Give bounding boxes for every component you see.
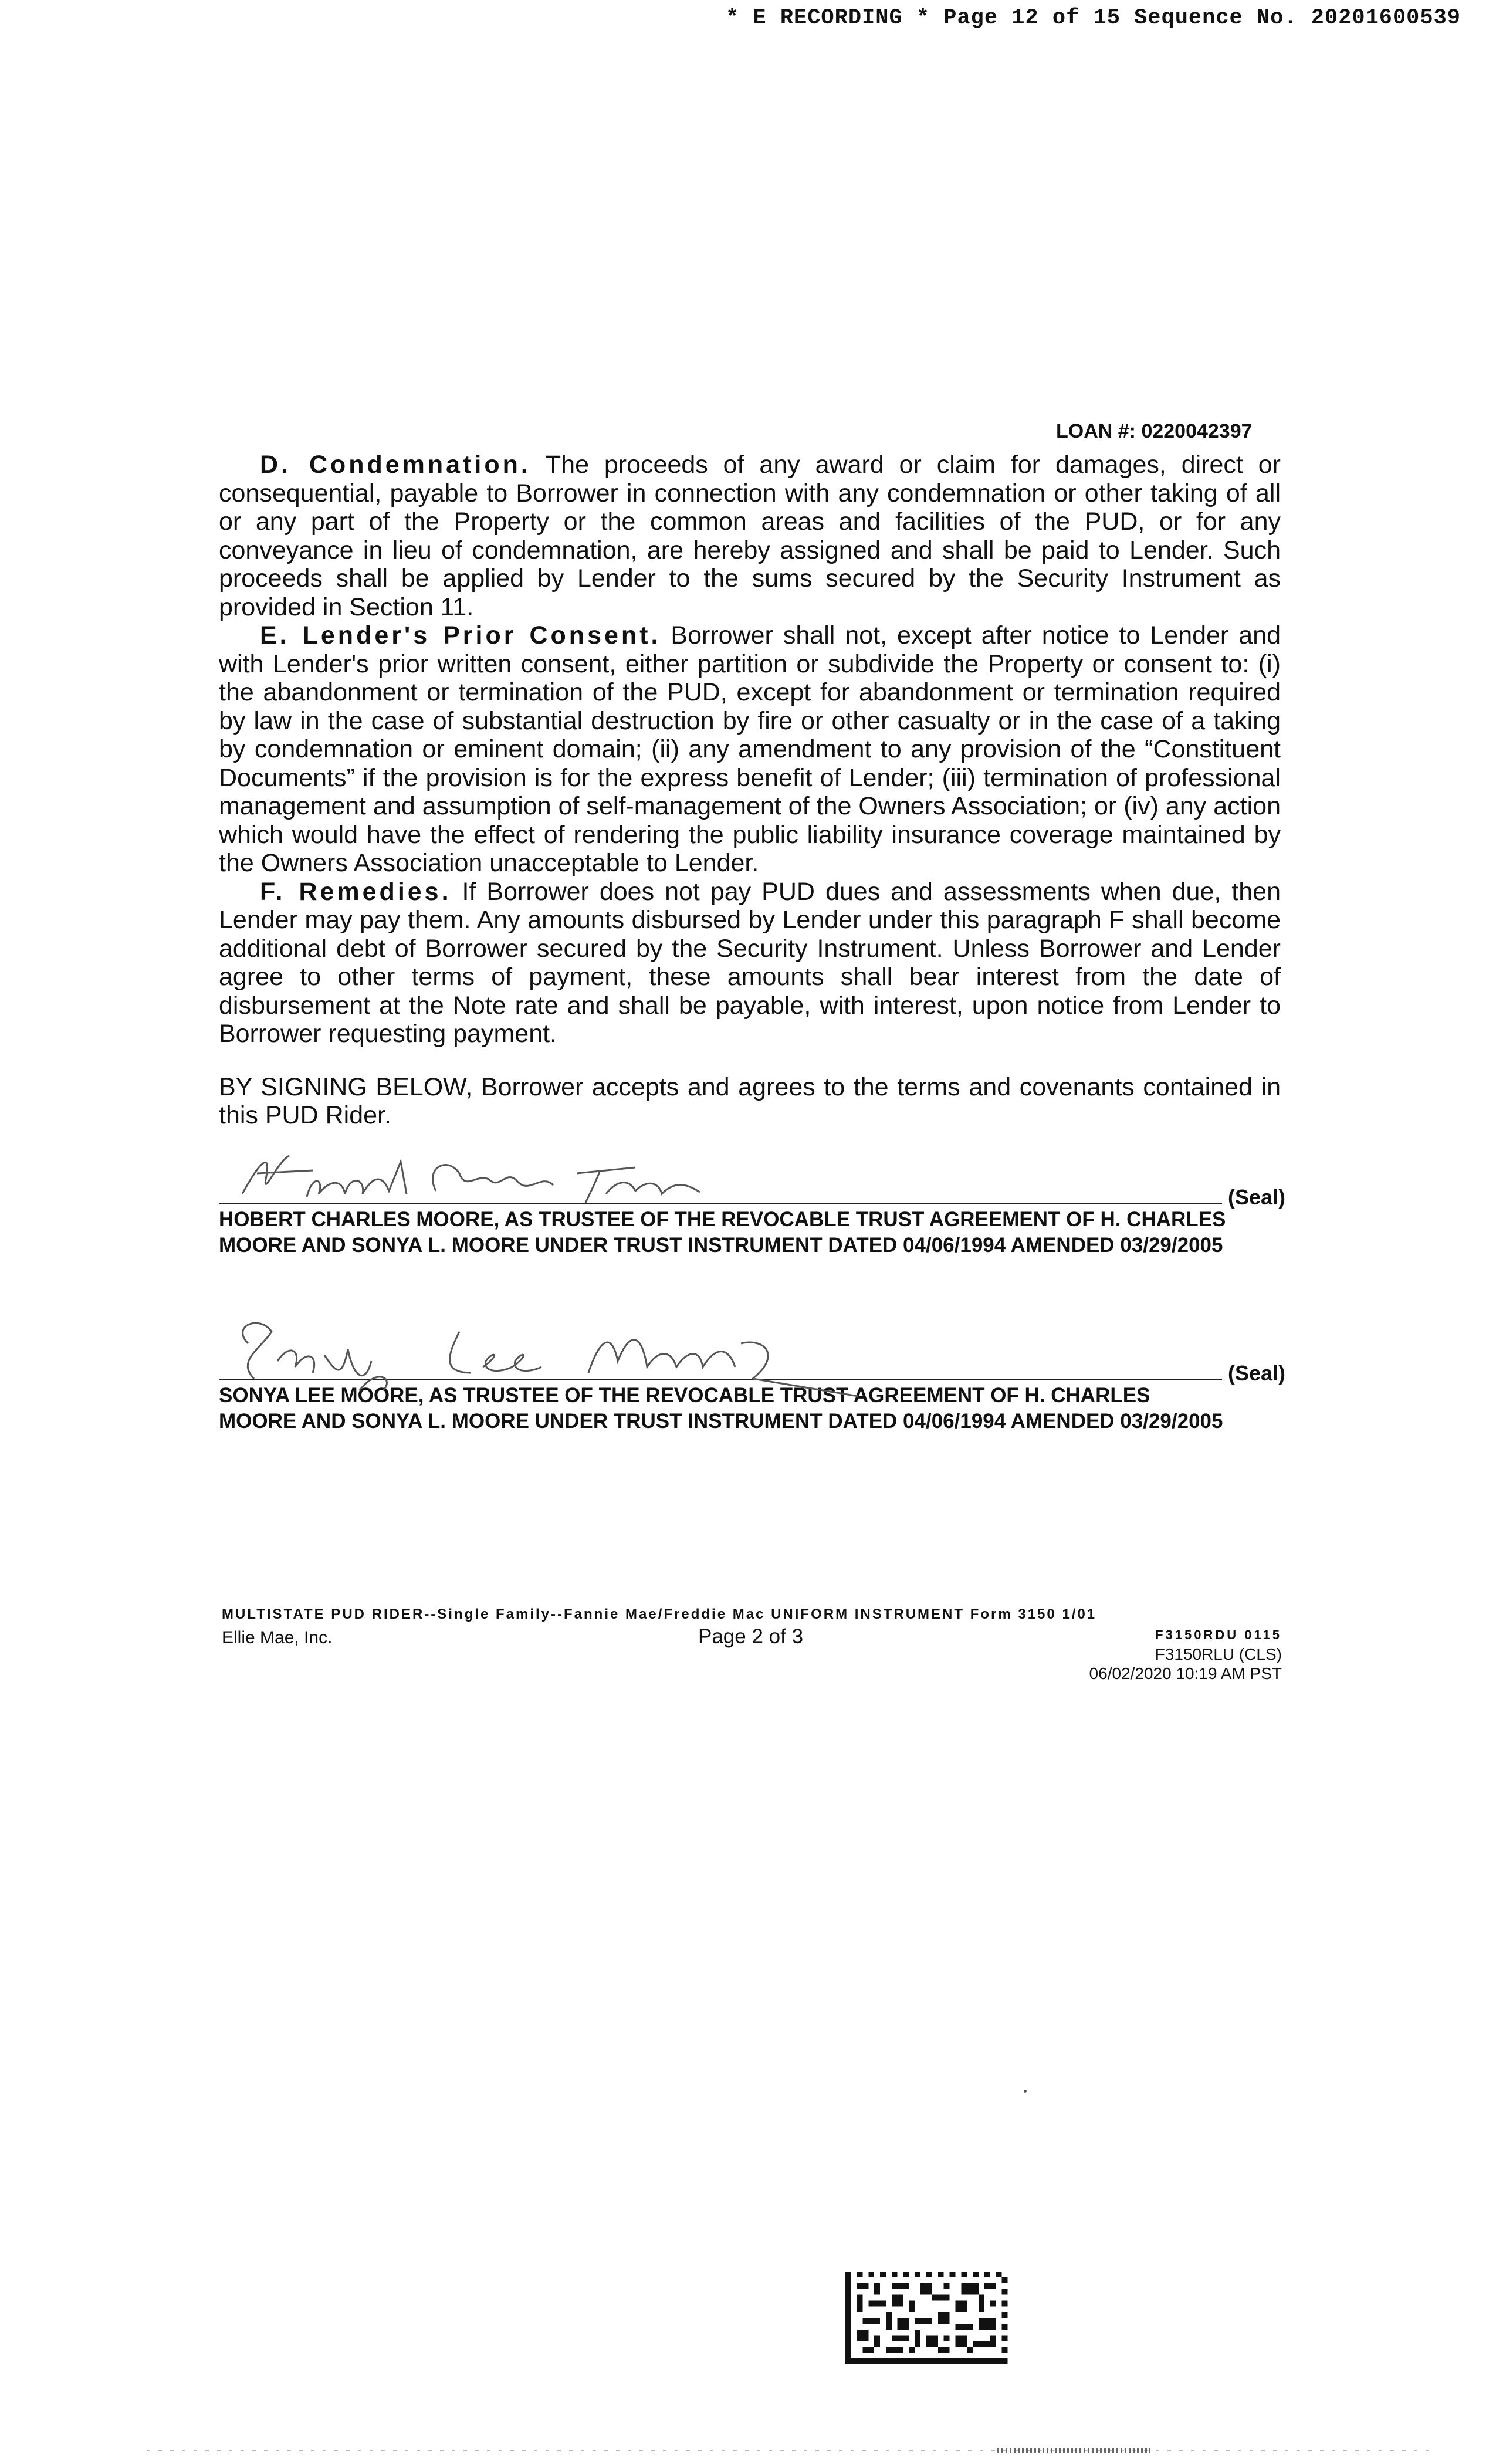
signature-block-sonya	[219, 1314, 1292, 1434]
section-f	[219, 878, 1281, 1048]
scan-speck	[1024, 2090, 1027, 2093]
seal-label: (Seal)	[1228, 1185, 1286, 1209]
company-name: Ellie Mae, Inc.	[222, 1628, 333, 1647]
signature-line	[219, 1138, 1286, 1209]
signing-statement: BY SIGNING BELOW, Borrower accepts and agrees to the terms and covenants contained in this PUD Rider.	[219, 1072, 1281, 1129]
signer-name: SONYA LEE MOORE, AS TRUSTEE OF THE REVOCABLE TRUST AGREEMENT OF H. CHARLES MOORE AND SONYA L. MOORE UNDER TRUST INSTRUMENT DATED 04/06/1994 AMENDED 03/29/2005	[219, 1384, 1223, 1433]
scan-edge-noise	[0, 2446, 1496, 2455]
barcode-icon	[844, 2272, 1009, 2364]
section-f-heading: F. Remedies.	[260, 877, 452, 906]
signature-block-hobert	[219, 1138, 1292, 1258]
form-title: MULTISTATE PUD RIDER--Single Family--Fannie Mae/Freddie Mac UNIFORM INSTRUMENT Form 3150 1/01	[222, 1606, 1097, 1622]
section-d	[219, 451, 1281, 621]
form-codes	[1089, 1625, 1282, 1683]
section-e-heading: E. Lender's Prior Consent.	[260, 621, 661, 649]
handwritten-signature-sonya	[225, 1308, 870, 1402]
section-f-text: If Borrower does not pay PUD dues and assessments when due, then Lender may pay them. Any amounts disbursed by Lender under this paragraph F shall become additional debt of Borrower secured by the Security Instrument. Unless Borrower and Lender agree to other terms of payment, these amounts shall bear interest from the date of disbursement at the Note rate and shall be payable, with interest, upon notice from Lender to Borrower requesting payment.	[219, 877, 1281, 1048]
loan-number: LOAN #: 0220042397	[1056, 420, 1253, 442]
section-e-text: Borrower shall not, except after notice to Lender and with Lender's prior written consent, either partition or subdivide the Property or consent to: (i) the abandonment or termination of the PUD, except for abandonment or termination required by law in the case of substantial destruction by fire or other casualty or in the case of a taking by condemnation or eminent domain; (ii) any amendment to any provision of the “Constituent Documents” if the provision is for the express benefit of Lender; (iii) termination of professional management and assumption of self-management of the Owners Association; or (iv) any action which would have the effect of rendering the public liability insurance coverage maintained by the Owners Association unacceptable to Lender.	[219, 621, 1281, 877]
rider-body	[219, 451, 1281, 1130]
handwritten-signature-hobert	[225, 1138, 753, 1220]
signer-name: HOBERT CHARLES MOORE, AS TRUSTEE OF THE REVOCABLE TRUST AGREEMENT OF H. CHARLES MOORE AND SONYA L. MOORE UNDER TRUST INSTRUMENT DATED 04/06/1994 AMENDED 03/29/2005	[219, 1208, 1226, 1257]
recording-header: * E RECORDING * Page 12 of 15 Sequence No. 20201600539	[726, 6, 1461, 31]
print-timestamp: 06/02/2020 10:19 AM PST	[1089, 1664, 1282, 1683]
section-d-text: The proceeds of any award or claim for damages, direct or consequential, payable to Borrower in connection with any condemnation or other taking of all or any part of the Property or the common areas and facilities of the PUD, or for any conveyance in lieu of condemnation, are hereby assigned and shall be paid to Lender. Such proceeds shall be applied by Lender to the sums secured by the Security Instrument as provided in Section 11.	[219, 451, 1281, 621]
page-number: Page 2 of 3	[698, 1625, 804, 1648]
form-code-2: F3150RLU (CLS)	[1155, 1645, 1282, 1663]
form-code-1: F3150RDU 0115	[1155, 1627, 1282, 1642]
section-e	[219, 621, 1281, 878]
signature-line	[219, 1314, 1286, 1385]
seal-label: (Seal)	[1228, 1361, 1286, 1385]
section-d-heading: D. Condemnation.	[260, 451, 531, 479]
